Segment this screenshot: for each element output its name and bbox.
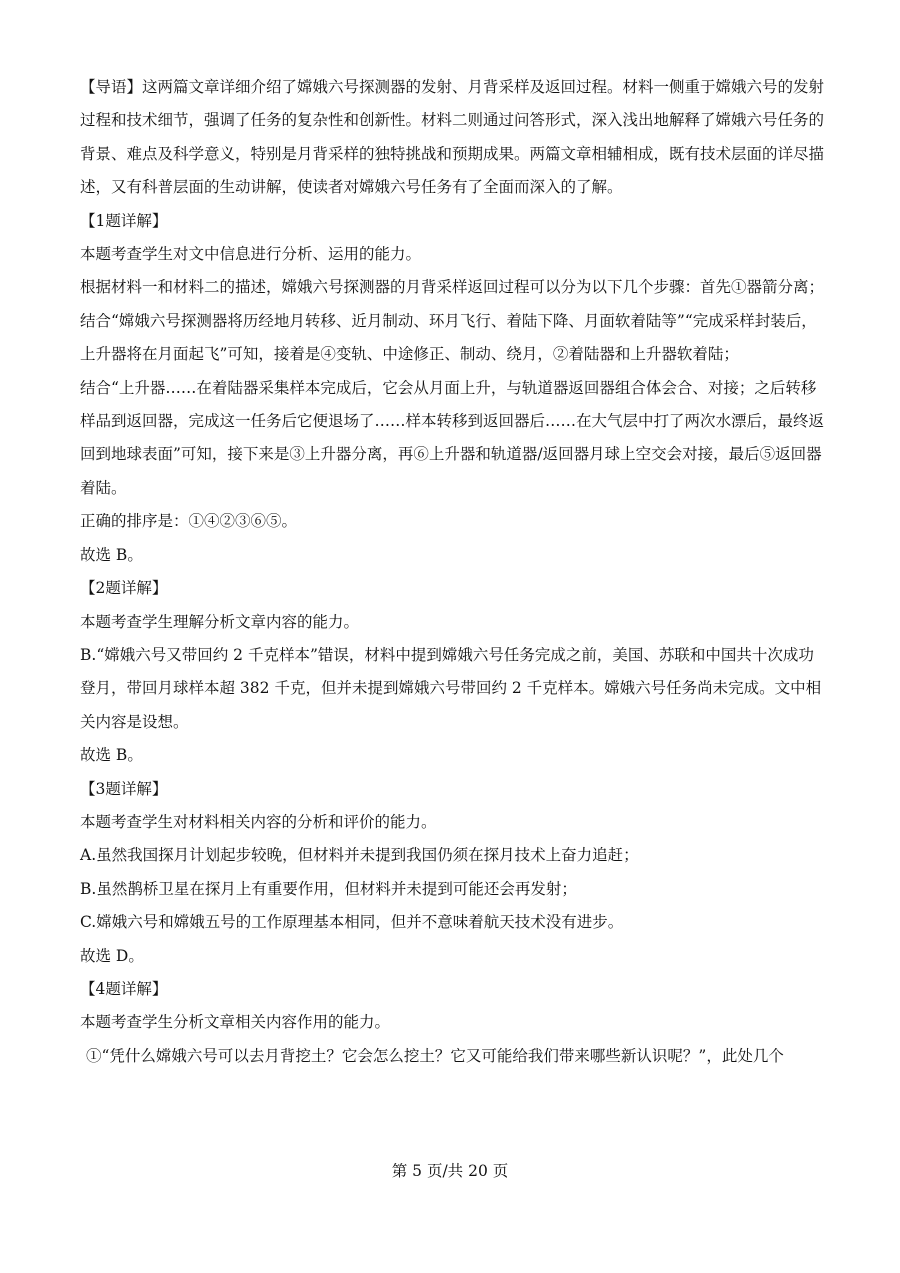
q1-paragraph-3: 结合“嫦娥六号探测器将历经地月转移、近月制动、环月飞行、着陆下降、月面软着陆等”“完成采样封装后，上升器将在月面起飞”可知，接着是④变轨、中途修正、制动、绕月，②着陆器和上升器软着陆； <box>80 311 817 364</box>
q2-heading: 【2题详解】 <box>80 579 168 598</box>
document-body <box>80 71 825 1073</box>
page-footer: 第 5 页/共 20 页 <box>391 1162 509 1180</box>
intro-paragraph: 【导语】这两篇文章详细介绍了嫦娥六号探测器的发射、月背采样及返回过程。材料一侧重于嫦娥六号的发射过程和技术细节，强调了任务的复杂性和创新性。材料二则通过问答形式，深入浅出地解释了嫦娥六号任务的背景、难点及科学意义，特别是月背采样的独特挑战和预期成果。两篇文章相辅相成，既有技术层面的详尽描述，又有科普层面的生动讲解，使读者对嫦娥六号任务有了全面而深入的了解。 <box>80 78 825 197</box>
q1-choice: 故选 B。 <box>80 545 143 564</box>
q2-paragraph-1: 本题考查学生理解分析文章内容的能力。 <box>80 612 360 631</box>
q3-option-b: B.虽然鹊桥卫星在探月上有重要作用，但材料并未提到可能还会再发射； <box>80 879 577 898</box>
q4-paragraph-2: ①“凭什么嫦娥六号可以去月背挖土？它会怎么挖土？它又可能给我们带来哪些新认识呢？”，此处几个 <box>86 1046 784 1065</box>
q1-answer-order: 正确的排序是：①④②③⑥⑤。 <box>80 512 298 531</box>
q1-paragraph-1: 本题考查学生对文中信息进行分析、运用的能力。 <box>80 245 422 264</box>
q4-paragraph-1: 本题考查学生分析文章相关内容作用的能力。 <box>80 1013 391 1032</box>
q1-heading: 【1题详解】 <box>80 211 168 230</box>
q4-heading: 【4题详解】 <box>80 979 168 998</box>
q2-paragraph-2: B.“嫦娥六号又带回约 2 千克样本”错误，材料中提到嫦娥六号任务完成之前，美国、苏联和中国共十次成功登月，带回月球样本超 382 千克，但并未提到嫦娥六号带回约 2 千克样本。嫦娥六号任务尚未完成。文中相关内容是设想。 <box>80 645 822 731</box>
q1-paragraph-4: 结合“上升器……在着陆器采集样本完成后，它会从月面上升，与轨道器返回器组合体会合、对接；之后转移样品到返回器，完成这一任务后它便退场了……样本转移到返回器后……在大气层中打了两次水漂后，最终返回到地球表面”可知，接下来是③上升器分离，再⑥上升器和轨道器/返回器月球上空交会对接，最后⑤返回器着陆。 <box>80 378 825 497</box>
q2-choice: 故选 B。 <box>80 746 143 765</box>
q3-option-a: A.虽然我国探月计划起步较晚，但材料并未提到我国仍须在探月技术上奋力追赶； <box>80 846 639 865</box>
q3-heading: 【3题详解】 <box>80 779 168 798</box>
q3-option-c: C.嫦娥六号和嫦娥五号的工作原理基本相同，但并不意味着航天技术没有进步。 <box>80 913 624 932</box>
q3-paragraph-1: 本题考查学生对材料相关内容的分析和评价的能力。 <box>80 812 437 831</box>
q1-paragraph-2: 根据材料一和材料二的描述，嫦娥六号探测器的月背采样返回过程可以分为以下几个步骤：首先①器箭分离； <box>80 278 825 297</box>
q3-choice: 故选 D。 <box>80 946 144 965</box>
